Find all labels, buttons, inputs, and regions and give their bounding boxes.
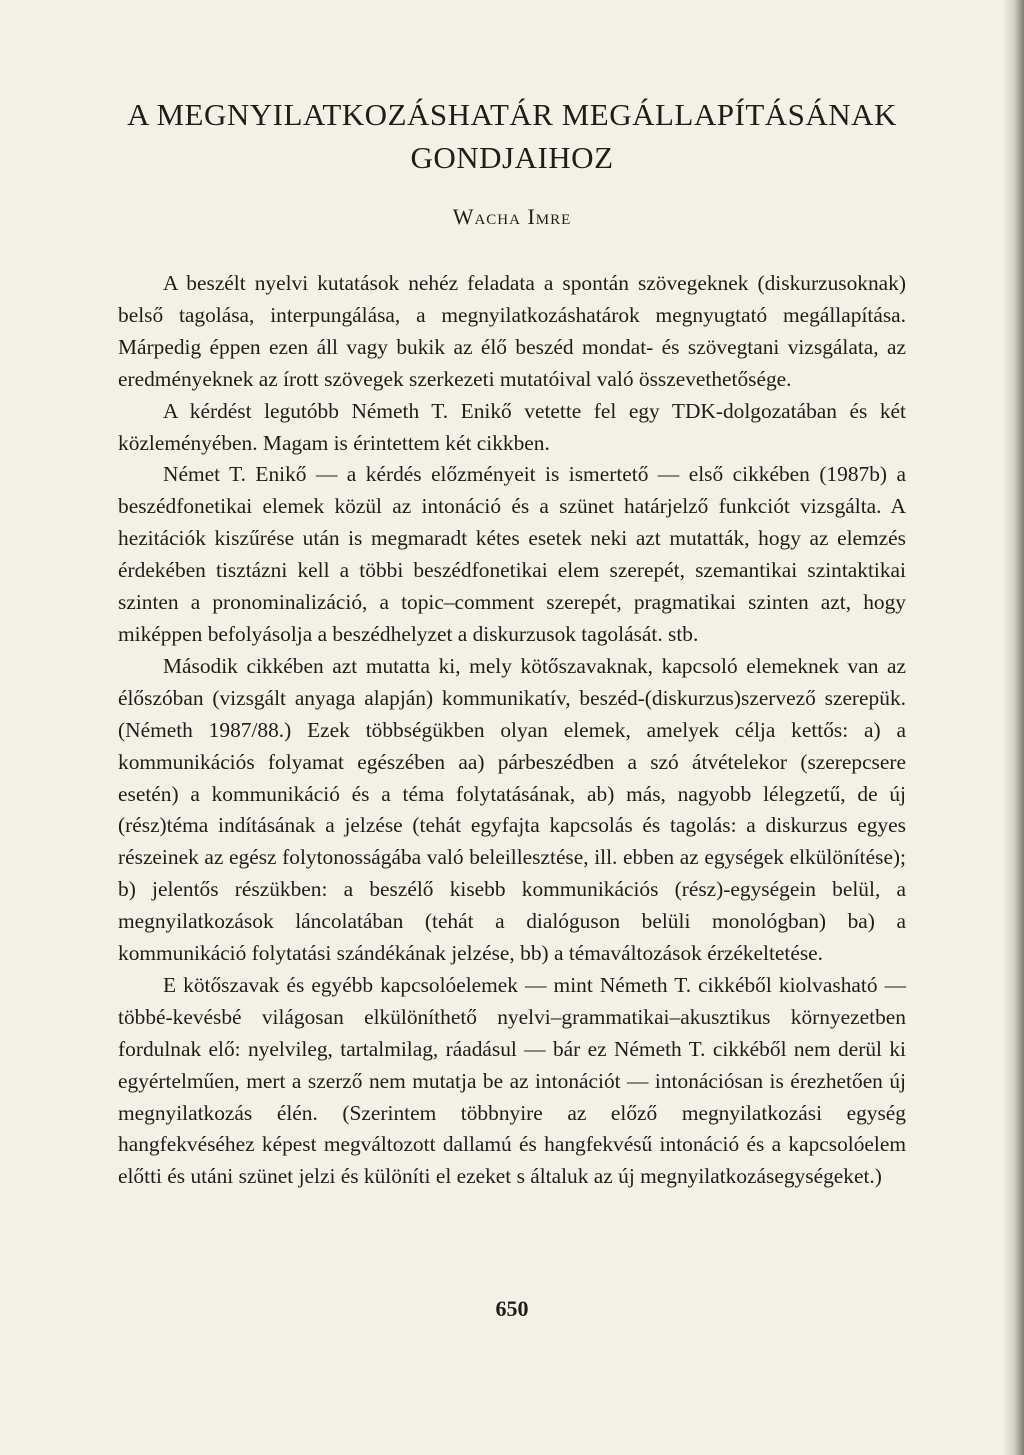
paragraph: Német T. Enikő — a kérdés előzményeit is ismertető — első cikkében (1987b) a beszédfonetikai elemek közül az intonáció és a szünet határjelző funkciót vizsgálta. A hezitációk kiszűrése után is megmaradt kétes esetek neki azt mutatták, hogy az elemzés érdekében tisztázni kell a többi beszédfonetikai elem szerepét, szemantikai szintaktikai szinten a pronominalizáció, a topic–comment szerepét, pragmatikai szinten azt, hogy miképpen befolyásolja a beszédhelyzet a diskurzusok tagolását. stb. xyxy=(118,462,906,646)
paragraph: Második cikkében azt mutatta ki, mely kötőszavaknak, kapcsoló elemeknek van az élőszóban (vizsgált anyaga alapján) kommunikatív, beszéd-(diskurzus)szervező szerepük. (Németh 1987/88.) Ezek többségükben olyan elemek, amelyek célja kettős: a) a kommunikációs folyamat egészében aa) párbeszédben a szó átvételekor (szerepcsere esetén) a kommunikáció és a téma folytatásának, ab) más, nagyobb lélegzetű, de új (rész)téma indításának a jelzése (tehát egyfajta kapcsolás és tagolás: a diskurzus egyes részeinek az egész folytonosságába való beleillesztése, ill. ebben az egységek elkülönítése); b) jelentős részükben: a beszélő kisebb kommunikációs (rész)-egységein belül, a megnyilatkozások láncolatában (tehát a dialóguson belüli monológban) ba) a kommunikáció folytatási szándékának jelzése, bb) a témaváltozások érzékeltetése. xyxy=(118,653,906,966)
author-name: Wacha Imre xyxy=(452,204,572,229)
article-title: A MEGNYILATKOZÁSHATÁR MEGÁLLAPÍTÁSÁNAK GONDJAIHOZ xyxy=(127,97,897,175)
paragraph: A kérdést legutóbb Németh T. Enikő vetette fel egy TDK-dolgozatában és két közleményében. Magam is érintettem két cikkben. xyxy=(118,398,906,455)
page-edge-shadow xyxy=(1002,0,1024,1455)
page-number: 650 xyxy=(495,1296,529,1321)
paragraph: A beszélt nyelvi kutatások nehéz feladata a spontán szövegeknek (diskurzusoknak) belső tagolása, interpungálása, a megnyilatkozáshatárok megnyugtató megállapítása. Márpedig éppen ezen áll vagy bukik az élő beszéd mondat- és szövegtani vizsgálata, az eredményeknek az írott szövegek szerkezeti mutatóival való összevethetősége. xyxy=(118,271,906,391)
paragraph: E kötőszavak és egyébb kapcsolóelemek — mint Németh T. cikkéből kiolvasható — többé-kevésbé világosan elkülöníthető nyelvi–grammatikai–akusztikus környezetben fordulnak elő: nyelvileg, tartalmilag, ráadásul — bár ez Németh T. cikkéből nem derül ki egyértelműen, mert a szerző nem mutatja be az intonációt — intonációsan is érezhetően új megnyilatkozás élén. (Szerintem többnyire az előző megnyilatkozási egység hangfekvéséhez képest megváltozott dallamú és hangfekvésű intonáció és a kapcsolóelem előtti és utáni szünet jelzi és különíti el ezeket s általuk az új megnyilatkozásegységeket.) xyxy=(118,972,906,1189)
article-body xyxy=(118,268,906,1193)
